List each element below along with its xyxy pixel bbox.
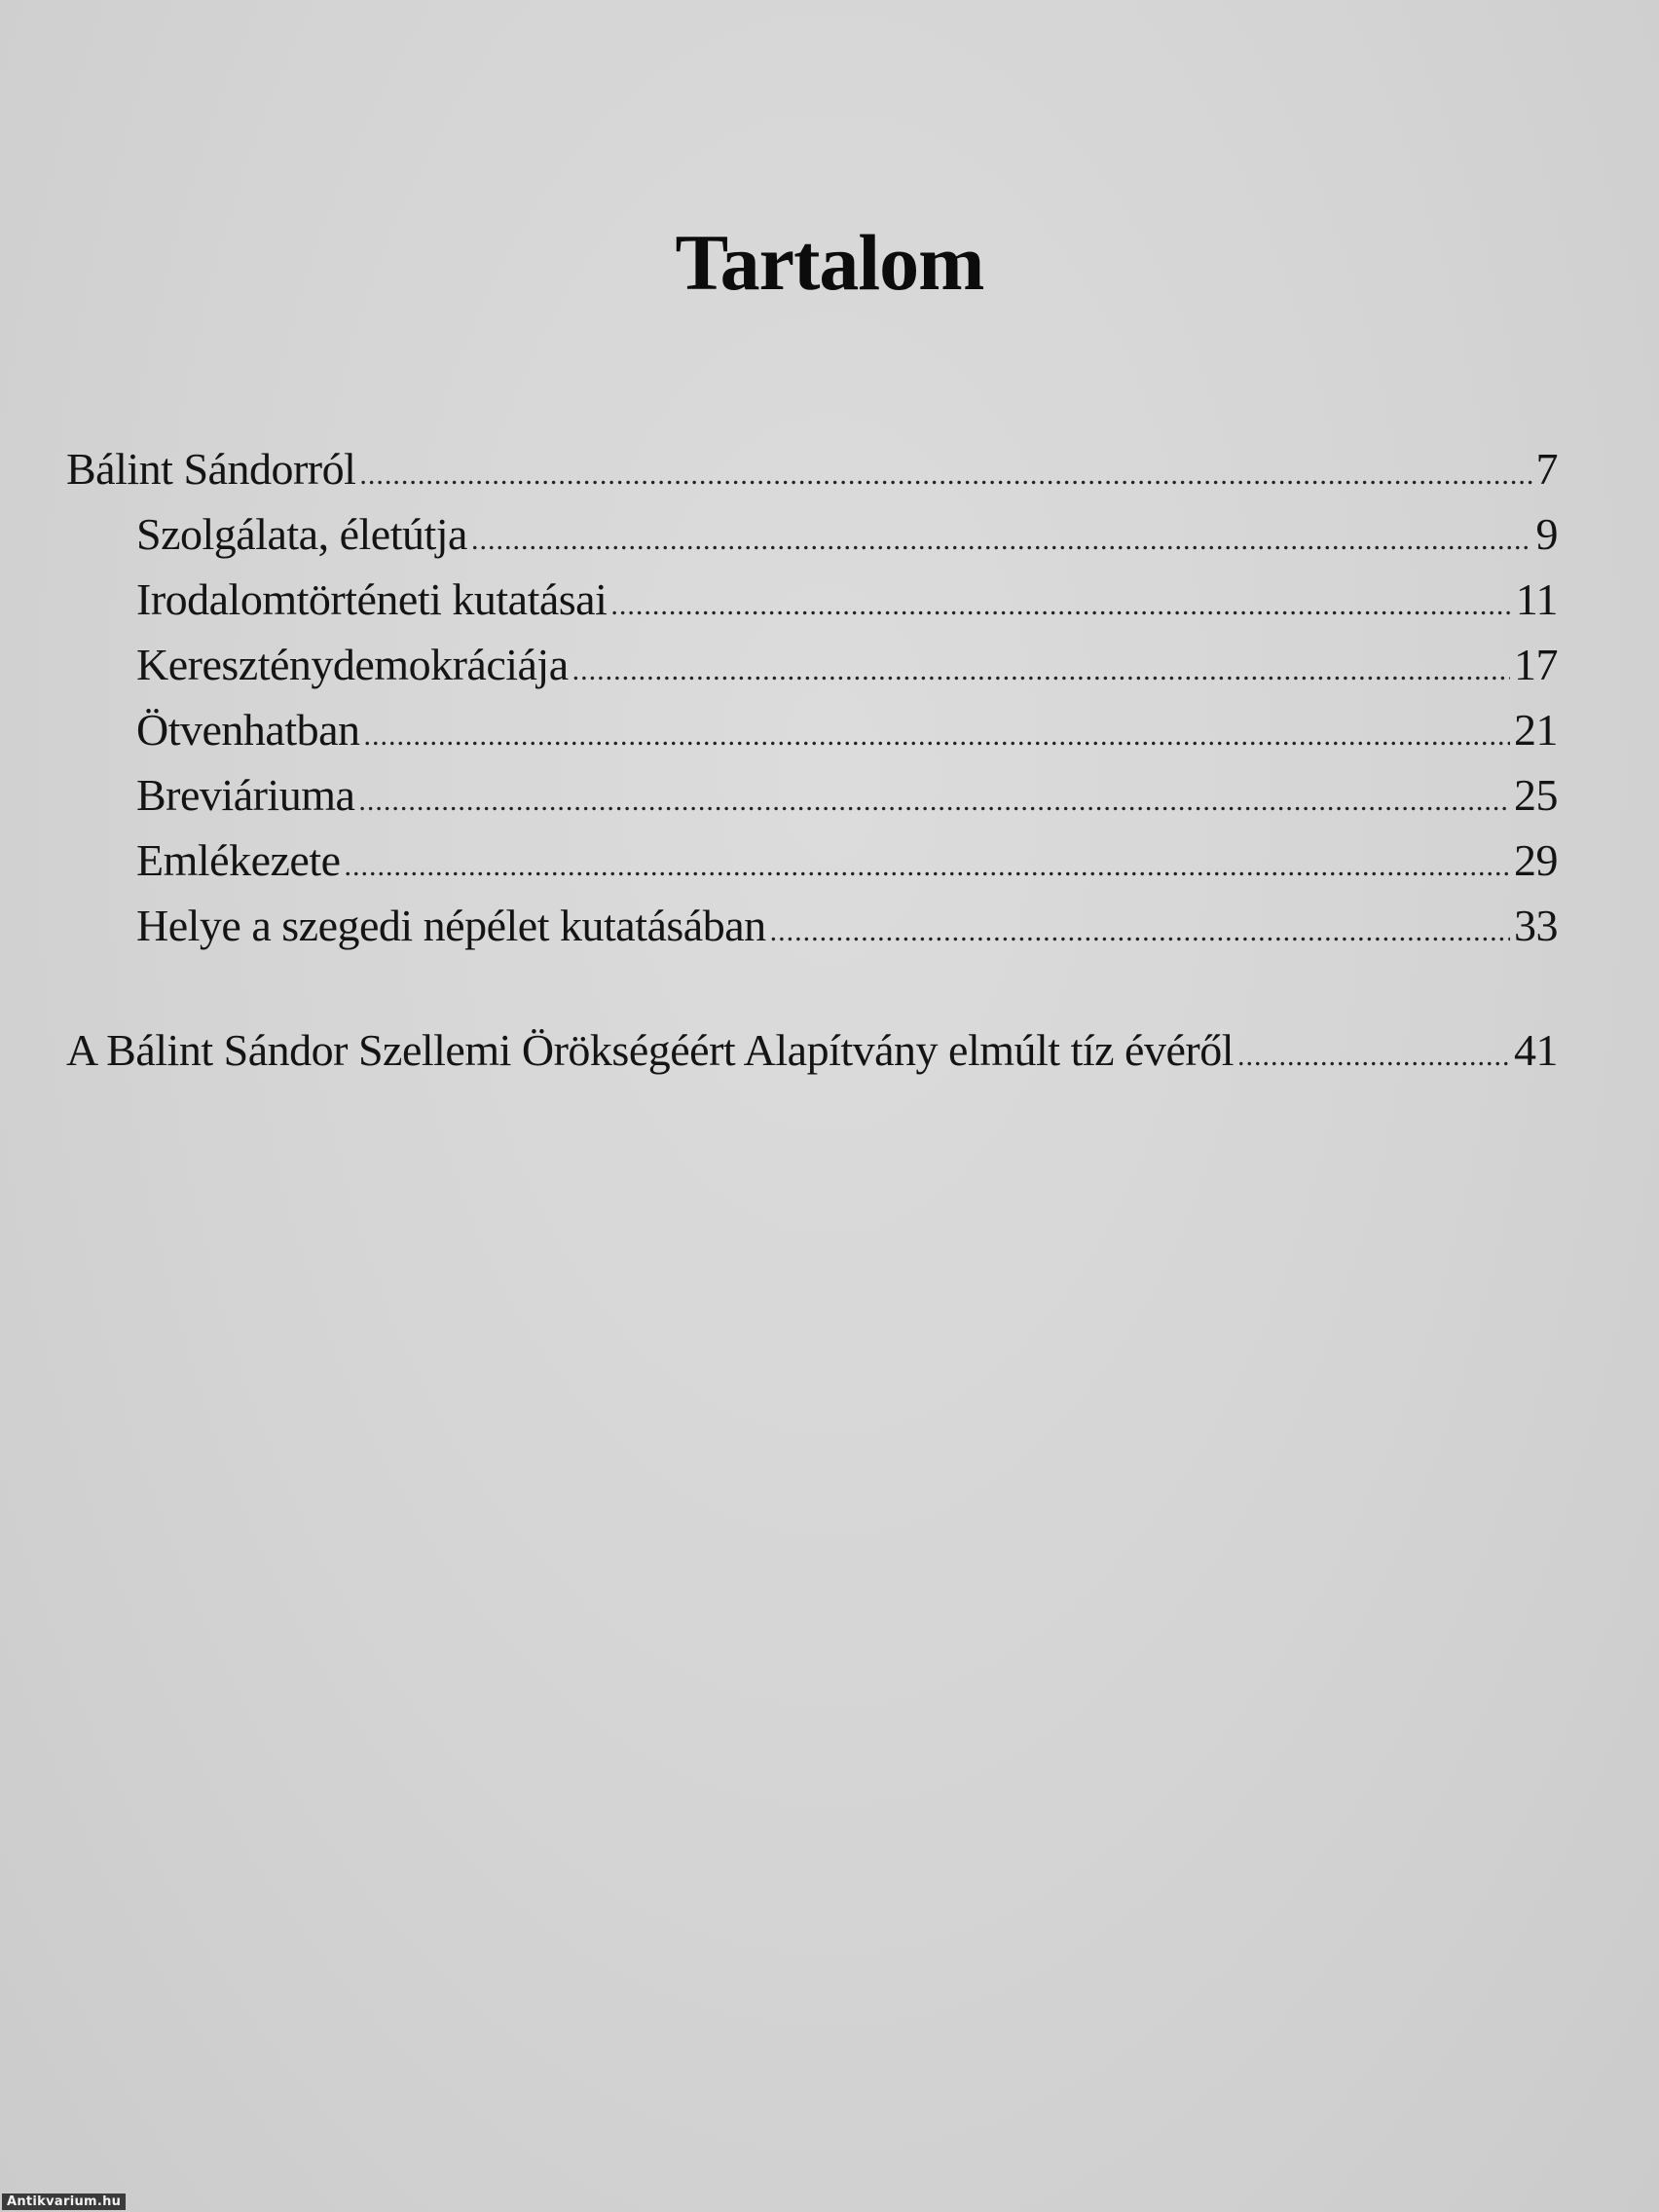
toc-entry <box>66 567 1558 632</box>
toc-page-number: 9 <box>1535 509 1558 559</box>
dot-leader <box>345 852 1510 881</box>
dot-leader <box>358 787 1510 816</box>
toc-entry-title: Helye a szegedi népélet kutatásában <box>136 901 766 950</box>
toc-page-number: 21 <box>1514 705 1558 755</box>
watermark: Antikvarium.hu <box>2 2194 126 2210</box>
dot-leader <box>572 656 1510 685</box>
toc-page-number: 41 <box>1514 1025 1558 1075</box>
toc-entry <box>66 762 1558 828</box>
toc-page-number: 7 <box>1535 444 1558 494</box>
dot-leader <box>359 461 1531 490</box>
toc-page-number: 33 <box>1514 901 1558 950</box>
toc-page-number: 25 <box>1514 770 1558 820</box>
toc-entry-title: Emlékezete <box>136 835 341 885</box>
toc-entry <box>66 501 1558 567</box>
toc-entry-title: Bálint Sándorról <box>66 444 356 494</box>
page-title: Tartalom <box>675 218 984 307</box>
toc-page-number: 29 <box>1514 835 1558 885</box>
dot-leader <box>610 591 1511 620</box>
toc-entry <box>66 436 1558 501</box>
toc-page-number: 11 <box>1515 574 1558 624</box>
toc-entry-title: Ötvenhatban <box>136 705 360 755</box>
toc-entry-title: A Bálint Sándor Szellemi Örökségéért Alapítvány elmúlt tíz évéről <box>66 1025 1234 1075</box>
toc-entry-title: Irodalomtörténeti kutatásai <box>136 574 608 624</box>
toc-page-number: 17 <box>1514 640 1558 689</box>
toc-entry <box>66 697 1558 762</box>
toc-entry-title: Szolgálata, életútja <box>136 509 467 559</box>
toc-entry <box>66 632 1558 697</box>
dot-leader <box>770 917 1510 946</box>
dot-leader <box>471 526 1532 555</box>
dot-leader <box>364 721 1510 751</box>
toc-entry <box>66 893 1558 958</box>
toc-entry <box>66 1017 1558 1083</box>
toc-entry <box>66 828 1558 893</box>
dot-leader <box>1237 1042 1510 1071</box>
toc-entry-title: Breviáriuma <box>136 770 355 820</box>
table-of-contents <box>66 436 1558 1083</box>
toc-entry-title: Kereszténydemokráciája <box>136 640 569 689</box>
